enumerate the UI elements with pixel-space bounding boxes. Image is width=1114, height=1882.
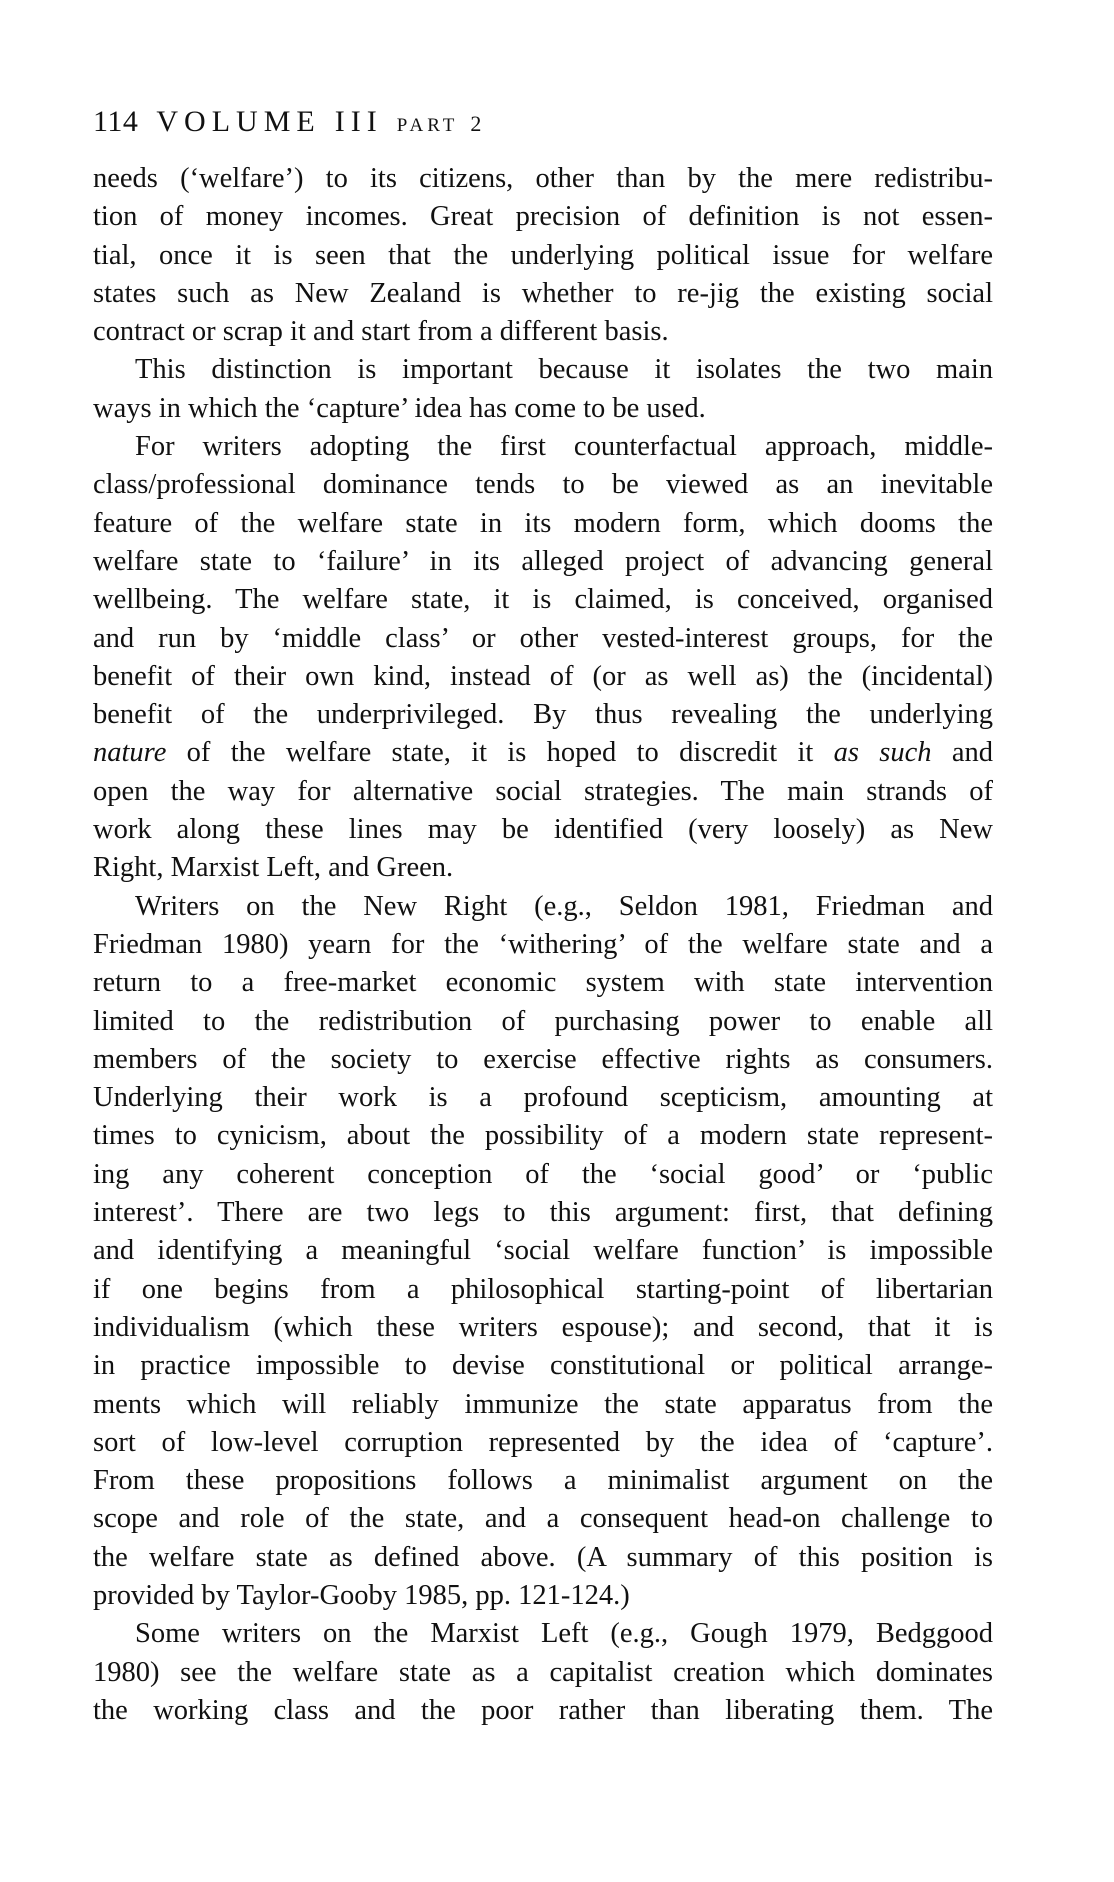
text-line: work along these lines may be identified (very loosely) as New [93,814,993,846]
text-line: ments which will reliably immunize the state apparatus from the [93,1388,993,1420]
text-line: tion of money incomes. Great precision of definition is not essen- [93,201,993,233]
text-line: provided by Taylor-Gooby 1985, pp. 121-124.) [93,1579,630,1611]
text-line: needs (‘welfare’) to its citizens, other than by the mere redistribu- [93,163,993,194]
text-line: open the way for alternative social strategies. The main strands of [93,775,993,807]
text-line: scope and role of the state, and a consequent head-on challenge to [93,1503,993,1535]
text-line: feature of the welfare state in its modern form, which dooms the [93,507,993,539]
text-line: states such as New Zealand is whether to re-jig the existing social [93,277,993,309]
text-line: Some writers on the Marxist Left (e.g., Gough 1979, Bedggood [135,1618,993,1650]
text-line: welfare state to ‘failure’ in its alleged project of advancing general [93,545,993,577]
text-line: benefit of the underprivileged. By thus revealing the underlying [93,699,993,731]
text-line: individualism (which these writers espouse); and second, that it is [93,1311,993,1343]
page-number: 114 [93,105,139,138]
text-line: in practice impossible to devise constitutional or political arrange- [93,1350,993,1382]
text-line: Friedman 1980) yearn for the ‘withering’ of the welfare state and a [93,928,993,960]
text-segment: of the welfare state, it is hoped to discredit it [166,737,834,769]
text-line: and run by ‘middle class’ or other vested-interest groups, for the [93,622,993,654]
paragraph-4 [93,888,993,1616]
part-label: PART [396,115,459,136]
italic-as-such: as such [833,737,932,769]
text-line: For writers adopting the first counterfactual approach, middle- [135,431,993,463]
text-line: sort of low-level corruption represented by the idea of ‘capture’. [93,1426,993,1458]
part-number: 2 [470,111,482,136]
paragraph-3 [93,428,993,888]
volume-number: III [334,105,383,138]
italic-nature: nature [93,737,167,769]
paragraph-2 [93,351,993,428]
text-line: ing any coherent conception of the ‘social good’ or ‘public [93,1158,993,1190]
text-line: wellbeing. The welfare state, it is claimed, is conceived, organised [93,584,993,616]
text-line: return to a free-market economic system with state intervention [93,967,993,999]
text-line-mixed [93,734,993,772]
text-line: This distinction is important because it isolates the two main [135,354,993,386]
text-line: the welfare state as defined above. (A summary of this position is [93,1541,993,1573]
text-segment: and [931,737,993,769]
text-line: if one begins from a philosophical starting-point of libertarian [93,1273,993,1305]
text-line: From these propositions follows a minimalist argument on the [93,1465,993,1497]
paragraph-1 [93,160,993,351]
text-line: limited to the redistribution of purchasing power to enable all [93,1005,993,1037]
paragraph-5 [93,1615,993,1730]
text-line: members of the society to exercise effective rights as consumers. [93,1043,993,1075]
text-line: Right, Marxist Left, and Green. [93,852,454,884]
text-line: the working class and the poor rather than liberating them. The [93,1694,993,1726]
text-line: 1980) see the welfare state as a capitalist creation which dominates [93,1656,993,1688]
text-line: and identifying a meaningful ‘social welfare function’ is impossible [93,1235,993,1267]
text-line: ways in which the ‘capture’ idea has come to be used. [93,392,706,424]
body-text [93,160,993,1730]
text-line: Writers on the New Right (e.g., Seldon 1981, Friedman and [135,890,993,922]
document-page [93,0,993,1882]
text-line: class/professional dominance tends to be viewed as an inevitable [93,469,993,501]
text-line: interest’. There are two legs to this argument: first, that defining [93,1197,993,1229]
running-head [93,105,482,139]
text-line: benefit of their own kind, instead of (or as well as) the (incidental) [93,660,993,692]
text-line: contract or scrap it and start from a different basis. [93,316,669,348]
text-line: tial, once it is seen that the underlying political issue for welfare [93,239,993,271]
text-line: times to cynicism, about the possibility of a modern state represent- [93,1120,993,1152]
text-line: Underlying their work is a profound scepticism, amounting at [93,1082,993,1114]
volume-label: VOLUME [156,105,321,138]
